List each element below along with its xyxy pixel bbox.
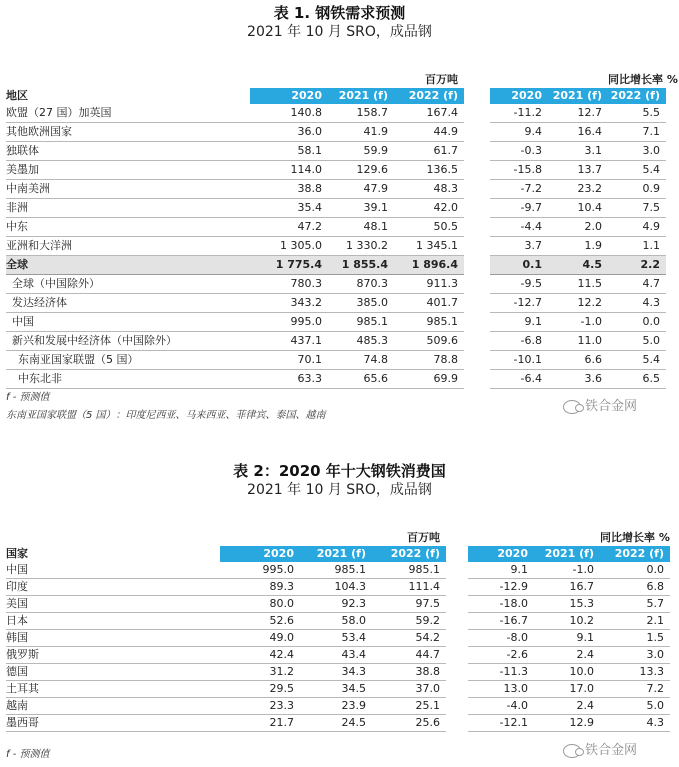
- table1-header-cell: 2020: [250, 88, 328, 104]
- row-label: 中东: [6, 218, 250, 237]
- row-label: 中国: [6, 313, 250, 332]
- table-cell: 10.4: [548, 199, 608, 218]
- table-row: [6, 294, 666, 313]
- wechat-icon: [563, 400, 581, 414]
- table-cell: -6.4: [490, 370, 548, 389]
- table-cell: 870.3: [328, 275, 394, 294]
- table2-body: [6, 562, 670, 732]
- table-cell: 48.1: [328, 218, 394, 237]
- column-gap: [446, 630, 468, 647]
- table-cell: 59.9: [328, 142, 394, 161]
- table-cell: 13.3: [600, 664, 670, 681]
- table-cell: 7.2: [600, 681, 670, 698]
- table2-footnote: f - 预测值: [6, 749, 50, 760]
- table-cell: 41.9: [328, 123, 394, 142]
- table2-header-cell: 2020: [468, 546, 534, 562]
- column-gap: [446, 647, 468, 664]
- table-cell: 0.9: [608, 180, 666, 199]
- table-cell: -16.7: [468, 613, 534, 630]
- table-cell: 29.5: [220, 681, 300, 698]
- table-cell: 995.0: [220, 562, 300, 579]
- table-cell: 61.7: [394, 142, 464, 161]
- table1-header-label: 地区: [6, 89, 28, 102]
- table-cell: 58.0: [300, 613, 372, 630]
- table-cell: 5.0: [608, 332, 666, 351]
- table-cell: 167.4: [394, 104, 464, 123]
- table-cell: 3.7: [490, 237, 548, 256]
- table-row: [6, 313, 666, 332]
- table-cell: 13.0: [468, 681, 534, 698]
- column-gap: [446, 596, 468, 613]
- table-cell: 1.9: [548, 237, 608, 256]
- table-cell: -2.6: [468, 647, 534, 664]
- table-cell: -18.0: [468, 596, 534, 613]
- table1-units-row: [6, 72, 666, 88]
- table1-body: [6, 104, 666, 389]
- table-cell: 780.3: [250, 275, 328, 294]
- column-gap: [446, 613, 468, 630]
- table-row: [6, 104, 666, 123]
- row-label: 德国: [6, 664, 220, 681]
- row-label: 其他欧洲国家: [6, 123, 250, 142]
- table2-header-cell: 2022 (f): [372, 546, 446, 562]
- table-cell: 42.4: [220, 647, 300, 664]
- table-row: [6, 647, 670, 664]
- row-label: 全球: [6, 256, 250, 275]
- column-gap: [446, 664, 468, 681]
- row-label: 韩国: [6, 630, 220, 647]
- table-cell: -12.1: [468, 715, 534, 732]
- table-cell: -9.5: [490, 275, 548, 294]
- column-gap: [464, 104, 490, 123]
- column-gap: [446, 681, 468, 698]
- table-cell: 25.6: [372, 715, 446, 732]
- table-cell: 47.2: [250, 218, 328, 237]
- table2-units-left: 百万吨: [407, 531, 440, 544]
- table1-units-right: 同比增长率 %: [608, 73, 678, 86]
- column-gap: [446, 698, 468, 715]
- table-cell: 10.2: [534, 613, 600, 630]
- table-row: [6, 351, 666, 370]
- column-gap: [464, 161, 490, 180]
- table-cell: 11.5: [548, 275, 608, 294]
- watermark-text: 铁合金网: [585, 743, 638, 758]
- table-row: [6, 630, 670, 647]
- row-label: 俄罗斯: [6, 647, 220, 664]
- table-cell: 47.9: [328, 180, 394, 199]
- table-cell: 5.7: [600, 596, 670, 613]
- table1-section: [0, 4, 679, 41]
- table2-header-cell: 2020: [220, 546, 300, 562]
- column-gap: [446, 562, 468, 579]
- table-cell: 4.7: [608, 275, 666, 294]
- table-total-row: [6, 256, 666, 275]
- table-cell: -12.9: [468, 579, 534, 596]
- table1-aseannote: 东南亚国家联盟（5 国）：印度尼西亚、马来西亚、菲律宾、泰国、越南: [6, 410, 326, 421]
- table2-title: 表 2：2020 年十大钢铁消费国: [233, 462, 446, 480]
- column-gap: [464, 370, 490, 389]
- row-label: 墨西哥: [6, 715, 220, 732]
- watermark-2: [563, 739, 637, 758]
- table-cell: 985.1: [394, 313, 464, 332]
- table2-header-label: 国家: [6, 547, 28, 560]
- table-cell: 4.5: [548, 256, 608, 275]
- table-cell: 31.2: [220, 664, 300, 681]
- table-cell: 89.3: [220, 579, 300, 596]
- table-cell: 17.0: [534, 681, 600, 698]
- table-cell: 50.5: [394, 218, 464, 237]
- column-gap: [464, 351, 490, 370]
- column-gap: [464, 199, 490, 218]
- row-label: 日本: [6, 613, 220, 630]
- table-cell: 63.3: [250, 370, 328, 389]
- table-cell: 509.6: [394, 332, 464, 351]
- table-cell: 3.0: [600, 647, 670, 664]
- table-cell: -10.1: [490, 351, 548, 370]
- table-cell: 10.0: [534, 664, 600, 681]
- wechat-icon: [563, 744, 581, 758]
- column-gap: [464, 294, 490, 313]
- table-cell: -1.0: [534, 562, 600, 579]
- table-cell: 12.7: [548, 104, 608, 123]
- table1-header-row: [6, 88, 666, 104]
- table-cell: 39.1: [328, 199, 394, 218]
- table1: [6, 72, 678, 389]
- row-label: 全球（中国除外）: [6, 275, 250, 294]
- table1-header-cell: 2021 (f): [548, 88, 608, 104]
- table-cell: -11.3: [468, 664, 534, 681]
- table-cell: 5.4: [608, 161, 666, 180]
- table-cell: 44.9: [394, 123, 464, 142]
- table-cell: 65.6: [328, 370, 394, 389]
- table-cell: 24.5: [300, 715, 372, 732]
- table-cell: 136.5: [394, 161, 464, 180]
- table2-subtitle: 2021 年 10 月 SRO，成品钢: [247, 482, 432, 498]
- table-cell: 385.0: [328, 294, 394, 313]
- table-row: [6, 142, 666, 161]
- table-cell: 1 345.1: [394, 237, 464, 256]
- table-cell: 16.7: [534, 579, 600, 596]
- table-cell: 1.5: [600, 630, 670, 647]
- table-cell: 78.8: [394, 351, 464, 370]
- table-cell: 97.5: [372, 596, 446, 613]
- table-row: [6, 613, 670, 630]
- table-cell: 7.1: [608, 123, 666, 142]
- table-cell: 1 330.2: [328, 237, 394, 256]
- table-cell: 58.1: [250, 142, 328, 161]
- table-cell: -7.2: [490, 180, 548, 199]
- table-cell: 911.3: [394, 275, 464, 294]
- row-label: 发达经济体: [6, 294, 250, 313]
- table-cell: 35.4: [250, 199, 328, 218]
- table-cell: 2.1: [600, 613, 670, 630]
- watermark-text: 铁合金网: [585, 399, 638, 414]
- table-cell: 70.1: [250, 351, 328, 370]
- table1-footnote: f - 预测值: [6, 392, 50, 403]
- table2-units-row: [6, 530, 670, 546]
- table-row: [6, 332, 666, 351]
- table-cell: 11.0: [548, 332, 608, 351]
- table-cell: 1 775.4: [250, 256, 328, 275]
- table-cell: -6.8: [490, 332, 548, 351]
- table-cell: 2.0: [548, 218, 608, 237]
- table-row: [6, 698, 670, 715]
- table-cell: 3.6: [548, 370, 608, 389]
- table-cell: 485.3: [328, 332, 394, 351]
- table-cell: 437.1: [250, 332, 328, 351]
- row-label: 非洲: [6, 199, 250, 218]
- table-cell: 140.8: [250, 104, 328, 123]
- table-cell: 9.1: [468, 562, 534, 579]
- table-cell: 2.4: [534, 698, 600, 715]
- column-gap: [464, 313, 490, 332]
- table-cell: 5.0: [600, 698, 670, 715]
- table-cell: -11.2: [490, 104, 548, 123]
- table1-title: 表 1. 钢铁需求预测: [273, 4, 406, 22]
- table-cell: 48.3: [394, 180, 464, 199]
- table-row: [6, 664, 670, 681]
- table-cell: 34.3: [300, 664, 372, 681]
- table-cell: -4.4: [490, 218, 548, 237]
- table1-units-left: 百万吨: [425, 73, 458, 86]
- table-cell: 0.0: [600, 562, 670, 579]
- table-cell: 38.8: [372, 664, 446, 681]
- table-cell: 12.2: [548, 294, 608, 313]
- table-cell: 9.4: [490, 123, 548, 142]
- table-cell: 129.6: [328, 161, 394, 180]
- table-cell: 4.3: [600, 715, 670, 732]
- table-cell: -15.8: [490, 161, 548, 180]
- row-label: 美国: [6, 596, 220, 613]
- column-gap: [446, 579, 468, 596]
- row-label: 东南亚国家联盟（5 国）: [6, 351, 250, 370]
- table-cell: 15.3: [534, 596, 600, 613]
- table-cell: -9.7: [490, 199, 548, 218]
- column-gap: [464, 275, 490, 294]
- table-cell: 69.9: [394, 370, 464, 389]
- table2-header-cell: 2021 (f): [300, 546, 372, 562]
- table-row: [6, 562, 670, 579]
- table-cell: -1.0: [548, 313, 608, 332]
- table-cell: 16.4: [548, 123, 608, 142]
- table-cell: 3.1: [548, 142, 608, 161]
- table1-subtitle: 2021 年 10 月 SRO，成品钢: [247, 24, 432, 40]
- table2-section: [0, 462, 679, 499]
- table-row: [6, 681, 670, 698]
- row-label: 中南美洲: [6, 180, 250, 199]
- table-cell: 4.3: [608, 294, 666, 313]
- row-label: 亚洲和大洋洲: [6, 237, 250, 256]
- table-cell: 36.0: [250, 123, 328, 142]
- table2-header-cell: 2021 (f): [534, 546, 600, 562]
- table-cell: 37.0: [372, 681, 446, 698]
- table-cell: 52.6: [220, 613, 300, 630]
- table-row: [6, 715, 670, 732]
- column-gap: [464, 332, 490, 351]
- table-cell: 43.4: [300, 647, 372, 664]
- table1-header-cell: 2021 (f): [328, 88, 394, 104]
- table-cell: 5.4: [608, 351, 666, 370]
- table-cell: 2.4: [534, 647, 600, 664]
- table-row: [6, 180, 666, 199]
- table-cell: 54.2: [372, 630, 446, 647]
- table-row: [6, 161, 666, 180]
- table-cell: 12.9: [534, 715, 600, 732]
- row-label: 中东北非: [6, 370, 250, 389]
- table1-header-cell: 2022 (f): [394, 88, 464, 104]
- table-cell: 23.3: [220, 698, 300, 715]
- column-gap: [464, 180, 490, 199]
- table-cell: 13.7: [548, 161, 608, 180]
- table-cell: 1 896.4: [394, 256, 464, 275]
- table2-units-right: 同比增长率 %: [600, 531, 670, 544]
- table-row: [6, 275, 666, 294]
- table-row: [6, 123, 666, 142]
- table-cell: 114.0: [250, 161, 328, 180]
- table-cell: 23.9: [300, 698, 372, 715]
- table-cell: 158.7: [328, 104, 394, 123]
- table-cell: 7.5: [608, 199, 666, 218]
- table-cell: -12.7: [490, 294, 548, 313]
- table-cell: 104.3: [300, 579, 372, 596]
- column-gap: [464, 218, 490, 237]
- table-cell: 0.0: [608, 313, 666, 332]
- table-cell: 59.2: [372, 613, 446, 630]
- table-cell: 6.8: [600, 579, 670, 596]
- table-cell: 6.5: [608, 370, 666, 389]
- table-cell: 38.8: [250, 180, 328, 199]
- table-cell: 111.4: [372, 579, 446, 596]
- table1-header-cell: 2020: [490, 88, 548, 104]
- table-row: [6, 237, 666, 256]
- table-cell: 92.3: [300, 596, 372, 613]
- row-label: 印度: [6, 579, 220, 596]
- table-cell: 985.1: [300, 562, 372, 579]
- watermark: [563, 395, 637, 414]
- table-cell: 343.2: [250, 294, 328, 313]
- row-label: 独联体: [6, 142, 250, 161]
- table2: [6, 530, 670, 732]
- table-cell: 4.9: [608, 218, 666, 237]
- table-cell: 49.0: [220, 630, 300, 647]
- table2-header-cell: 2022 (f): [600, 546, 670, 562]
- column-gap: [464, 142, 490, 161]
- row-label: 美墨加: [6, 161, 250, 180]
- table-row: [6, 596, 670, 613]
- column-gap: [464, 237, 490, 256]
- table-row: [6, 199, 666, 218]
- table-cell: 985.1: [372, 562, 446, 579]
- column-gap: [464, 123, 490, 142]
- table-cell: 53.4: [300, 630, 372, 647]
- row-label: 越南: [6, 698, 220, 715]
- table-cell: 5.5: [608, 104, 666, 123]
- table-cell: 0.1: [490, 256, 548, 275]
- row-label: 欧盟（27 国）加英国: [6, 104, 250, 123]
- table-cell: -8.0: [468, 630, 534, 647]
- table-cell: 9.1: [534, 630, 600, 647]
- table-cell: 2.2: [608, 256, 666, 275]
- column-gap: [446, 715, 468, 732]
- table-cell: 34.5: [300, 681, 372, 698]
- table-row: [6, 218, 666, 237]
- column-gap: [464, 256, 490, 275]
- table-cell: 21.7: [220, 715, 300, 732]
- table-cell: 44.7: [372, 647, 446, 664]
- table-cell: 1 305.0: [250, 237, 328, 256]
- table-cell: 401.7: [394, 294, 464, 313]
- table-row: [6, 370, 666, 389]
- table-cell: -0.3: [490, 142, 548, 161]
- table1-header-cell: 2022 (f): [608, 88, 666, 104]
- table-cell: -4.0: [468, 698, 534, 715]
- table-cell: 9.1: [490, 313, 548, 332]
- table-cell: 3.0: [608, 142, 666, 161]
- table-row: [6, 579, 670, 596]
- table-cell: 25.1: [372, 698, 446, 715]
- row-label: 新兴和发展中经济体（中国除外）: [6, 332, 250, 351]
- table-cell: 74.8: [328, 351, 394, 370]
- table-cell: 80.0: [220, 596, 300, 613]
- table-cell: 1.1: [608, 237, 666, 256]
- table-cell: 985.1: [328, 313, 394, 332]
- table-cell: 995.0: [250, 313, 328, 332]
- table-cell: 1 855.4: [328, 256, 394, 275]
- table-cell: 42.0: [394, 199, 464, 218]
- row-label: 土耳其: [6, 681, 220, 698]
- row-label: 中国: [6, 562, 220, 579]
- table2-header-row: [6, 546, 670, 562]
- table-cell: 23.2: [548, 180, 608, 199]
- table-cell: 6.6: [548, 351, 608, 370]
